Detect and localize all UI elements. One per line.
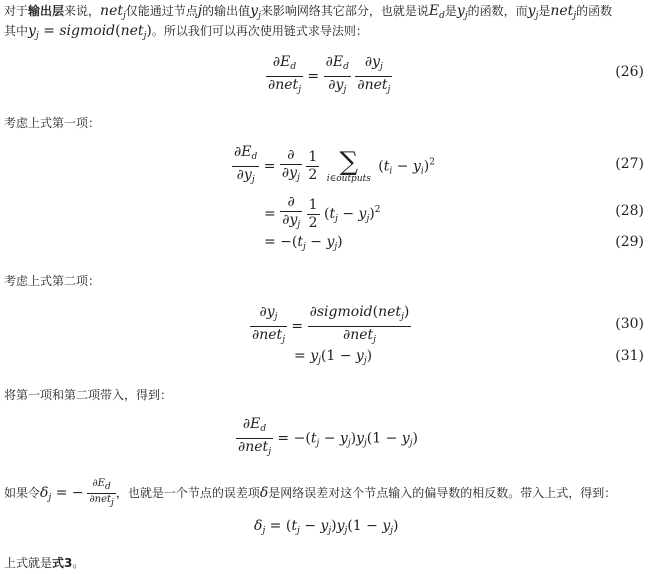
- intro-text-3: 仅能通过节点: [125, 4, 198, 18]
- intro-text-6: 是: [444, 4, 457, 18]
- intro-text-11: 。所以我们可以再次使用链式求导法则：: [151, 24, 368, 38]
- equation-29: = $-(t_j - y_j)$: [264, 234, 343, 252]
- eq-tag-26: (26): [615, 64, 644, 80]
- equation-27: $\frac{\partial E_d}{\partial y_j}$ = $\frac{\partial}{\partial y_j}$ $\frac{1}{2}$ ∑ i∈outputs $(t_i - y_i)^2$: [234, 144, 435, 185]
- intro-text-2: 来说，: [64, 4, 101, 18]
- conclusion-text-1: 上式就是: [4, 556, 53, 570]
- eq-tag-30: (30): [615, 316, 644, 332]
- text-first-term: 考虑上式第一项：: [4, 116, 101, 130]
- def-text-1: 如果令: [4, 486, 41, 500]
- eq-tag-31: (31): [615, 348, 644, 364]
- eq-tag-28: (28): [615, 203, 644, 219]
- math-delta: δ: [259, 485, 269, 501]
- equation-delta: $\delta_j = (t_j - y_j)y_j(1 - y_j)$: [254, 518, 399, 536]
- math-delta-def: $\delta_j$ = −: [40, 485, 84, 503]
- intro-text-4: 的输出值: [202, 4, 251, 18]
- intro-text-1: 对于: [4, 4, 29, 18]
- intro-line-2: [4, 22, 368, 45]
- frac-small-dEd-dnetj: $\frac{\partial Ed}{\text{∂netj}}$: [89, 478, 114, 508]
- definition-line: [4, 478, 616, 509]
- intro-bold-output-layer: 输出层: [28, 4, 65, 18]
- def-text-2: ，也就是一个节点的误差项: [115, 486, 260, 500]
- conclusion-text-2: 。: [72, 556, 85, 570]
- math-y-j: $y_j$: [250, 3, 261, 21]
- intro-text-7: 的函数，而: [467, 4, 528, 18]
- equation-combined: $\frac{\partial E_d}{\partial net_j}$ = $-(t_j - y_j)y_j(1 - y_j)$: [238, 416, 418, 457]
- intro-text-8: 是: [538, 4, 551, 18]
- math-y-j-2: $y_j$: [456, 3, 468, 21]
- equation-31: = $y_j(1 - y_j)$: [294, 348, 373, 366]
- frac-dEd-dnetj: $\frac{\partial E_d}{\partial net_j}$: [268, 54, 301, 95]
- summation-symbol: ∑ i∈outputs: [326, 146, 371, 184]
- math-E-d: $E_d$: [428, 3, 445, 21]
- text-combine: 将第一项和第二项带入，得到：: [4, 388, 173, 402]
- intro-text-10: 其中: [4, 24, 29, 38]
- math-j: j: [197, 3, 203, 19]
- math-net-j-2: net$_j$: [550, 3, 577, 21]
- equation-26: $\frac{\partial E_d}{\partial net_j}$ = $\frac{\partial E_d}{\partial y_j}$ $\frac{\partial y_j}{\partial net_j}$: [266, 54, 392, 99]
- conclusion-line: [4, 554, 84, 572]
- intro-text-5: 来影响网络其它部分，也就是说: [260, 4, 429, 18]
- conclusion-bold-eq3: 式3: [52, 556, 73, 570]
- eq-tag-29: (29): [615, 234, 644, 250]
- intro-text-9: 的函数: [576, 4, 613, 18]
- text-second-term: 考虑上式第二项：: [4, 274, 101, 288]
- equation-28: = $\frac{\partial}{\partial y_j}$ $\frac{1}{2}$ $(t_j - y_j)^2$: [264, 194, 381, 231]
- equation-30: $\frac{\partial y_j}{\partial net_j}$ = $\frac{\partial sigmoid(net_j)}{\partial net_j}$: [252, 304, 410, 345]
- def-text-3: 是网络误差对这个节点输入的偏导数的相反数。带入上式，得到：: [268, 486, 617, 500]
- math-net-j: net$_j$: [100, 3, 126, 21]
- math-yj-eq-sigmoid: $y_j$ = sigmoid(net$_j$): [28, 23, 152, 41]
- math-y-j-3: $y_j$: [527, 3, 539, 21]
- eq-tag-27: (27): [615, 156, 644, 172]
